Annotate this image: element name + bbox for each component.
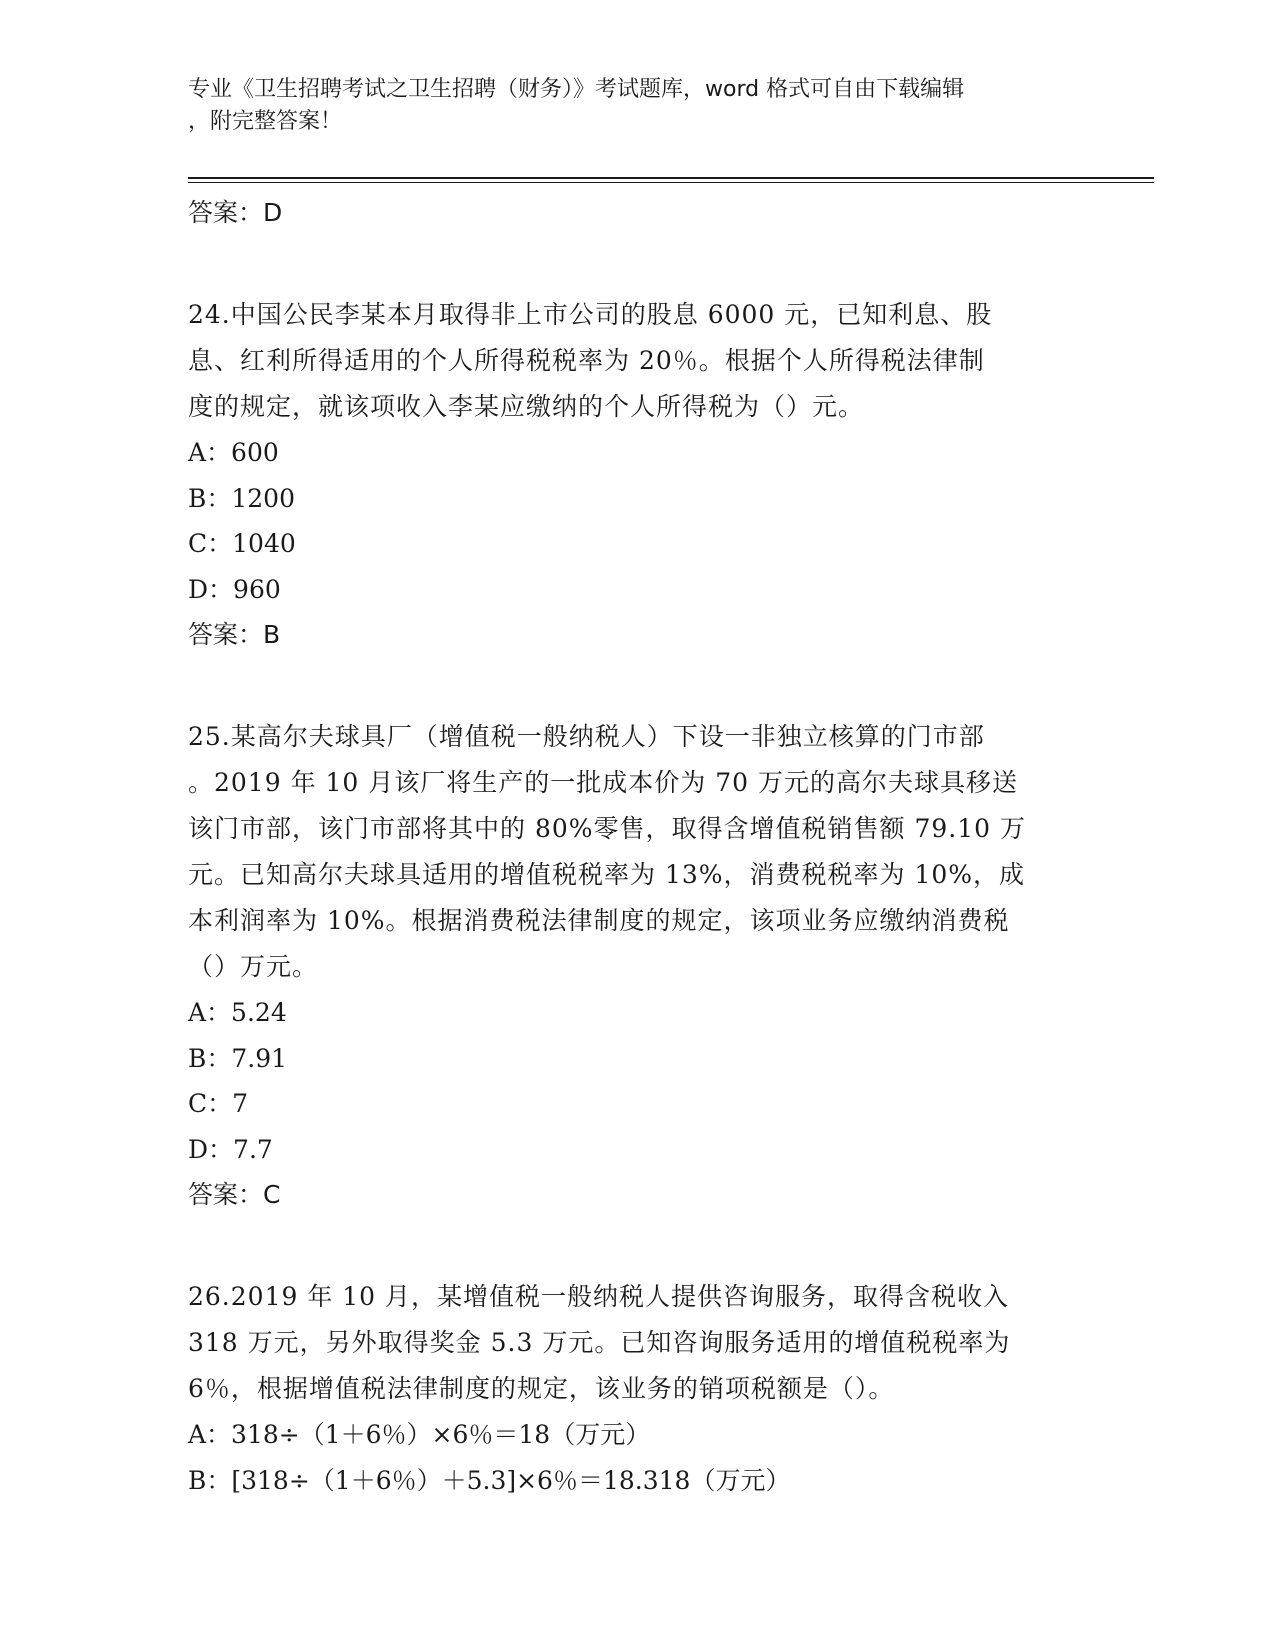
header-divider xyxy=(188,177,1154,179)
question-text-line: 318 万元，另外取得奖金 5.3 万元。已知咨询服务适用的增值税税率为 xyxy=(188,1328,1011,1357)
answer-line: 答案：D xyxy=(188,198,283,227)
question-text-line: 24.中国公民李某本月取得非上市公司的股息 6000 元，已知利息、股 xyxy=(188,300,993,329)
header-divider-thin xyxy=(188,182,1154,183)
question-text-line: 度的规定，就该项收入李某应缴纳的个人所得税为（）元。 xyxy=(188,392,865,421)
question-text-line: 该门市部，该门市部将其中的 80%零售，取得含增值税销售额 79.10 万 xyxy=(188,814,1026,843)
header-title-line-1: 专业《卫生招聘考试之卫生招聘（财务）》考试题库，word 格式可自由下载编辑 xyxy=(188,77,965,102)
answer-line: 答案：C xyxy=(188,1180,281,1209)
question-text-line: 。2019 年 10 月该厂将生产的一批成本价为 70 万元的高尔夫球具移送 xyxy=(188,768,1018,797)
option-a: A：5.24 xyxy=(188,998,287,1027)
question-text-line: 元。已知高尔夫球具适用的增值税税率为 13%，消费税税率为 10%，成 xyxy=(188,860,1026,889)
option-b: B：1200 xyxy=(188,483,295,513)
question-25 xyxy=(188,714,1088,1217)
question-text-line: 息、红利所得适用的个人所得税税率为 20％。根据个人所得税法律制 xyxy=(188,346,985,375)
question-text-line: 26.2019 年 10 月，某增值税一般纳税人提供咨询服务，取得含税收入 xyxy=(188,1282,1010,1311)
option-a: A：600 xyxy=(188,438,279,467)
question-list xyxy=(188,190,1088,1503)
page-header xyxy=(188,74,1088,138)
option-d: D：960 xyxy=(188,574,281,604)
question-26 xyxy=(188,1274,1088,1503)
option-b: B：7.91 xyxy=(188,1043,288,1073)
question-text-line: （）万元。 xyxy=(188,952,319,981)
option-d: D：7.7 xyxy=(188,1134,273,1164)
question-text-line: 6％，根据增值税法律制度的规定，该业务的销项税额是（）。 xyxy=(188,1374,895,1403)
option-a: A：318÷（1＋6％）×6％＝18（万元） xyxy=(188,1420,651,1449)
option-b: B：[318÷（1＋6％）＋5.3]×6％＝18.318（万元） xyxy=(188,1465,791,1495)
answer-line: 答案：B xyxy=(188,620,281,649)
option-c: C：1040 xyxy=(188,529,296,558)
question-24 xyxy=(188,292,1088,657)
question-text-line: 本利润率为 10%。根据消费税法律制度的规定，该项业务应缴纳消费税 xyxy=(188,906,1010,935)
option-c: C：7 xyxy=(188,1089,249,1118)
header-title-line-2: ，附完整答案！ xyxy=(188,109,343,134)
question-text-line: 25.某高尔夫球具厂（增值税一般纳税人）下设一非独立核算的门市部 xyxy=(188,722,985,751)
